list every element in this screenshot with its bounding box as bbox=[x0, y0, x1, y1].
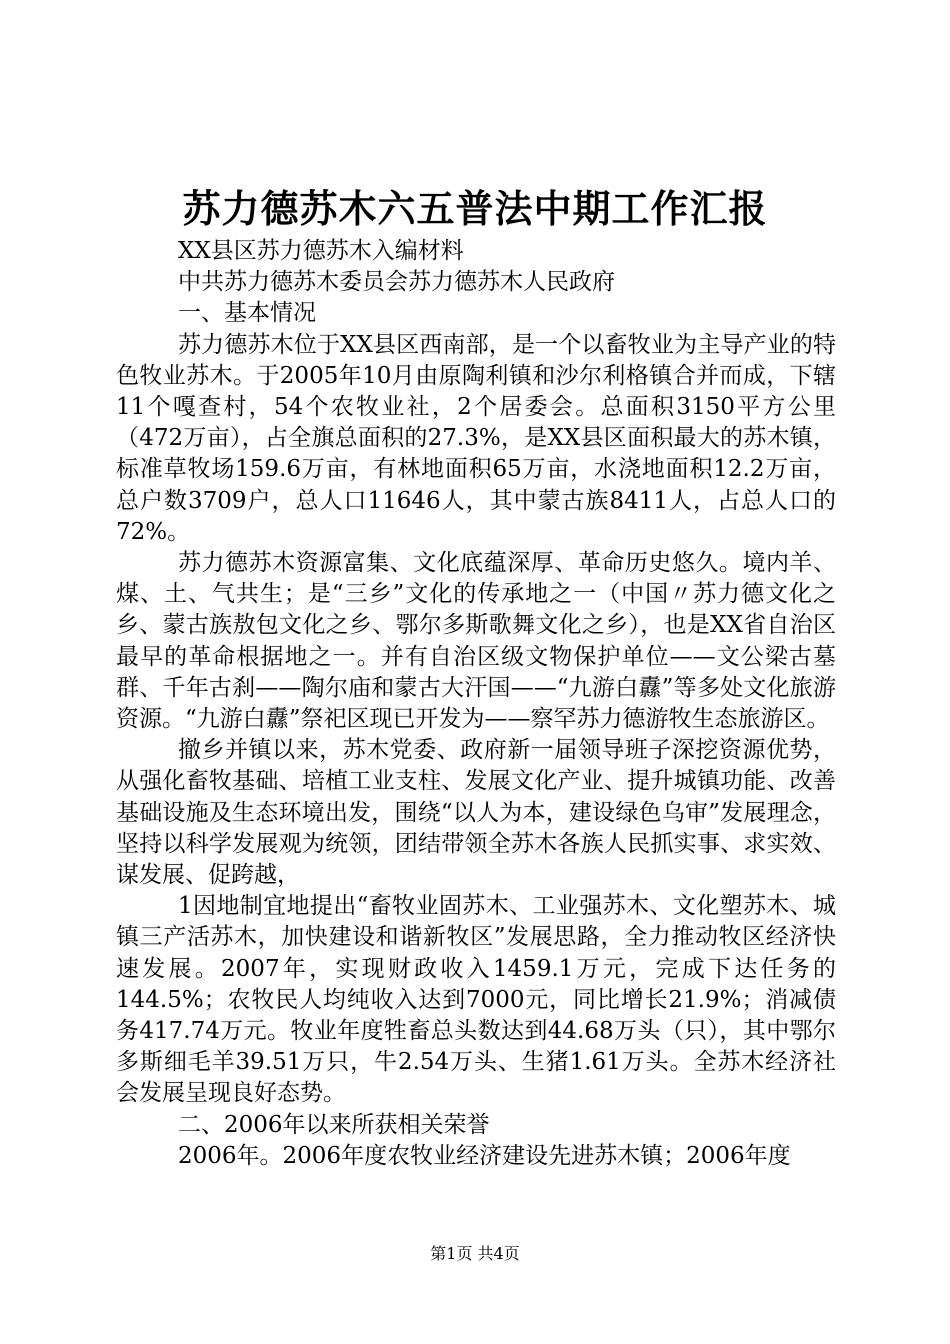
page-number-footer: 第1页 共4页 bbox=[430, 1244, 520, 1263]
document-body bbox=[116, 236, 836, 1172]
paragraph-culture: 苏力德苏木资源富集、文化底蕴深厚、革命历史悠久。境内羊、煤、土、气共生；是“三乡”文化的传承地之一（中国〃苏力德文化之乡、蒙古族敖包文化之乡、鄂尔多斯歌舞文化之乡），也是XX省自治区最早的革命根据地之一。并有自治区级文物保护单位——文公梁古墓群、千年古刹——陶尔庙和蒙古大汗国——“九游白纛”等多处文化旅游资源。“九游白纛”祭祀区现已开发为——察罕苏力德游牧生态旅游区。 bbox=[116, 550, 836, 733]
meta-line-author: 中共苏力德苏木委员会苏力德苏木人民政府 bbox=[178, 269, 615, 296]
paragraph-development: 1因地制宜地提出“畜牧业固苏木、工业强苏木、文化塑苏木、城镇三产活苏木，加快建设和谐新牧区”发展思路，全力推动牧区经济快速发展。2007年，实现财政收入1459.1万元，完成下达任务的144.5%；农牧民人均纯收入达到7000元，同比增长21.9%；消减债务417.74万元。牧业年度牲畜总头数达到44.68万头（只），其中鄂尔多斯细毛羊39.51万只，牛2.54万头、生猪1.61万头。全苏木经济社会发展呈现良好态势。 bbox=[116, 893, 836, 1107]
section-heading-honors: 二、2006年以来所获相关荣誉 bbox=[178, 1111, 490, 1138]
paragraph-honors: 2006年。2006年度农牧业经济建设先进苏木镇；2006年度 bbox=[178, 1142, 791, 1169]
document-title: 苏力德苏木六五普法中期工作汇报 bbox=[182, 187, 768, 231]
meta-line-source: XX县区苏力德苏木入编材料 bbox=[178, 238, 464, 264]
paragraph-overview: 苏力德苏木位于XX县区西南部，是一个以畜牧业为主导产业的特色牧业苏木。于2005年10月由原陶利镇和沙尔利格镇合并而成，下辖11个嘎查村，54个农牧业社，2个居委会。总面积3150平方公里（472万亩），占全旗总面积的27.3%，是XX县区面积最大的苏木镇，标准草牧场159.6万亩，有林地面积65万亩，水浇地面积12.2万亩，总户数3709户，总人口11646人，其中蒙古族8411人，占总人口的72%。 bbox=[116, 331, 836, 545]
section-heading-basic-info: 一、基本情况 bbox=[178, 300, 316, 327]
paragraph-leadership: 撤乡并镇以来，苏木党委、政府新一届领导班子深挖资源优势，从强化畜牧基础、培植工业支柱、发展文化产业、提升城镇功能、改善基础设施及生态环境出发，围绕“以人为本，建设绿色乌审”发展理念，坚持以科学发展观为统领，团结带领全苏木各族人民抓实事、求实效、谋发展、促跨越， bbox=[116, 737, 836, 889]
